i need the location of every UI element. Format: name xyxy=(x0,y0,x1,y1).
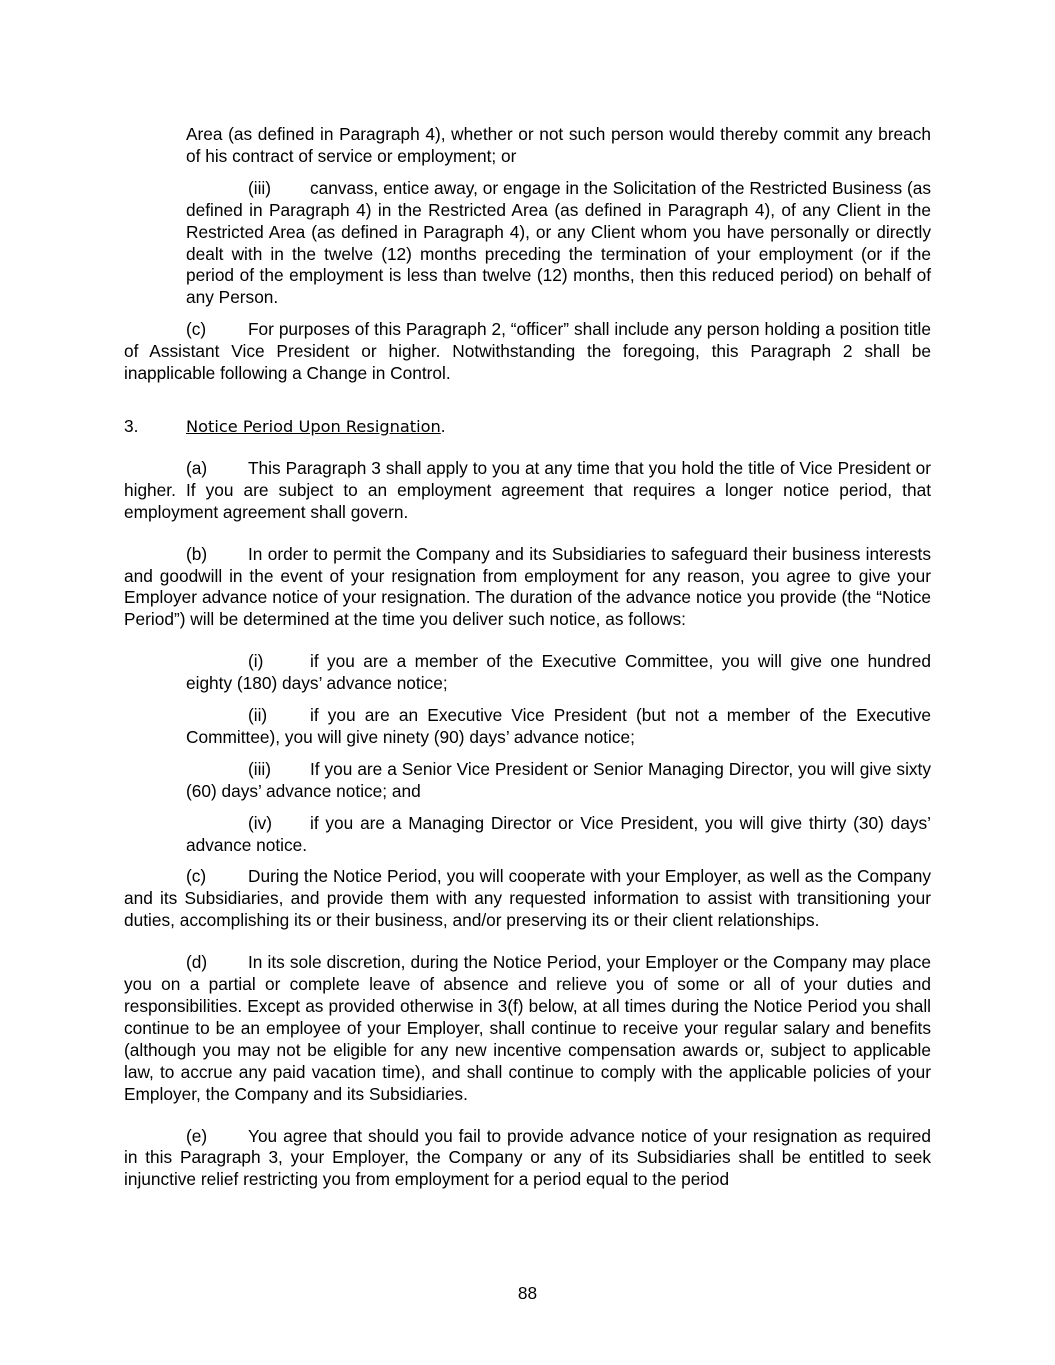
clause-label: (b) xyxy=(186,543,208,564)
clause-2-iii xyxy=(124,178,931,309)
clause-text: if you are an Executive Vice President (but not a member of the Executive Committee), you will give ninety (90) days’ advance notice; xyxy=(186,705,931,747)
section-number: 3. xyxy=(124,415,139,436)
clause-label: (iii) xyxy=(248,758,272,779)
clause-3-a xyxy=(124,458,931,524)
clause-label: (e) xyxy=(186,1125,208,1146)
clause-label: (d) xyxy=(186,952,208,973)
clause-text: For purposes of this Paragraph 2, “officer” shall include any person holding a position title of Assistant Vice President or higher. Notwithstanding the foregoing, this Paragraph 2 shall be inapplicable following a Change in Control. xyxy=(124,319,931,384)
section-heading xyxy=(124,416,931,438)
clause-text: if you are a Managing Director or Vice President, you will give thirty (30) days’ advance notice. xyxy=(186,812,931,855)
clause-label: (iii) xyxy=(248,177,272,198)
clause-label: (i) xyxy=(248,651,264,672)
document-page xyxy=(124,124,931,1191)
clause-text: canvass, entice away, or engage in the Solicitation of the Restricted Business (as defined in Paragraph 4) in the Restricted Area (as defined in Paragraph 4), of any Client in the Restricted Area (as defined in Paragraph 4), or any Client whom you have personally or directly dealt with in the twelve (12) months preceding the termination of your employment (or if the period of the employment is less than twelve (12) months, then this reduced period) on behalf of any Person. xyxy=(186,177,931,308)
clause-3-b-iii xyxy=(124,759,931,803)
clause-label: (c) xyxy=(186,866,207,887)
clause-3-b-i xyxy=(124,651,931,695)
clause-text: if you are a member of the Executive Committee, you will give one hundred eighty (180) days’ advance notice; xyxy=(186,651,931,694)
clause-3-d xyxy=(124,952,931,1105)
clause-label: (ii) xyxy=(248,705,268,726)
section-title: Notice Period Upon Resignation xyxy=(186,416,441,436)
clause-3-b-ii xyxy=(124,705,931,749)
clause-2-c xyxy=(124,319,931,385)
clause-text: If you are a Senior Vice President or Senior Managing Director, you will give sixty (60) days’ advance notice; and xyxy=(186,758,931,801)
clause-3-e xyxy=(124,1126,931,1192)
clause-text: In its sole discretion, during the Notice Period, your Employer or the Company may place you on a partial or complete leave of absence and relieve you of some or all of your duties and responsibilities. Except as provided otherwise in 3(f) below, at all times during the Notice Period you shall continue to be an employee of your Employer, shall continue to receive your regular salary and benefits (although you may not be eligible for any new incentive compensation awards or, subject to applicable law, to accrue any paid vacation time), and shall continue to comply with the applicable policies of your Employer, the Company and its Subsidiaries. xyxy=(124,952,931,1104)
clause-3-b xyxy=(124,544,931,632)
clause-text: During the Notice Period, you will cooperate with your Employer, as well as the Company and its Subsidiaries, and provide them with any requested information to assist with transitioning your duties, accomplishing its or their business, and/or preserving its or their client relationships. xyxy=(124,866,931,931)
clause-3-c xyxy=(124,866,931,932)
paragraph-continuation xyxy=(124,124,931,168)
paragraph-text: Area (as defined in Paragraph 4), whether or not such person would thereby commit any breach of his contract of service or employment; or xyxy=(186,124,931,166)
clause-label: (c) xyxy=(186,319,207,340)
section-title-suffix: . xyxy=(440,415,446,436)
clause-label: (a) xyxy=(186,457,208,478)
clause-text: You agree that should you fail to provide advance notice of your resignation as required in this Paragraph 3, your Employer, the Company or any of its Subsidiaries shall be entitled to seek injunctive relief restricting you from employment for a period equal to the period xyxy=(124,1125,931,1190)
page-number: 88 xyxy=(517,1283,538,1303)
clause-text: This Paragraph 3 shall apply to you at any time that you hold the title of Vice President or higher. If you are subject to an employment agreement that requires a longer notice period, that employment agreement shall govern. xyxy=(124,457,931,522)
clause-3-b-iv xyxy=(124,813,931,857)
clause-label: (iv) xyxy=(248,812,272,833)
clause-text: In order to permit the Company and its Subsidiaries to safeguard their business interests and goodwill in the event of your resignation from employment for any reason, you agree to give your Employer advance notice of your resignation. The duration of the advance notice you provide (the “Notice Period”) will be determined at the time you deliver such notice, as follows: xyxy=(124,543,931,630)
